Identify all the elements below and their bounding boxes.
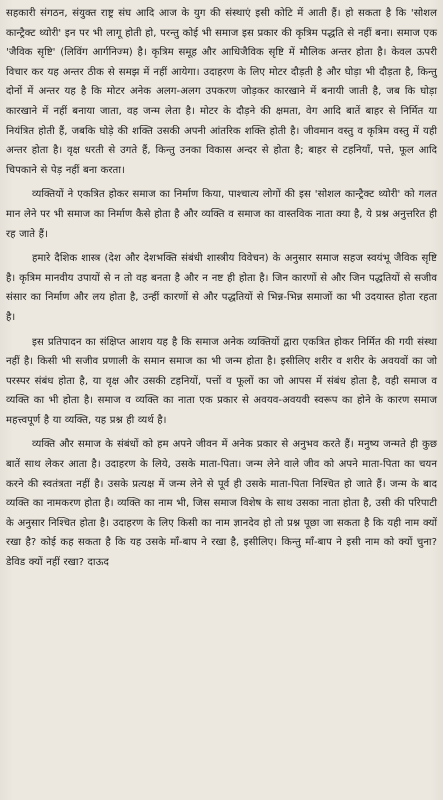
paragraph-5 xyxy=(6,435,437,572)
paragraph-5-text: व्यक्ति और समाज के संबंधों को हम अपने जीवन में अनेक प्रकार से अनुभव करते हैं। मनुष्य जन्मते ही कुछ बातें साथ लेकर आता है। उदाहरण के लिये, उसके माता-पिता। जन्म लेने वाले जीव को अपने माता-पिता का चयन करने की स्वतंत्रता नहीं है। उसके प्रत्यक्ष में जन्म लेने से पूर्व ही उसके माता-पिता निश्चित हो जाते हैं। जन्म के बाद व्यक्ति का नामकरण होता है। व्यक्ति का नाम भी, जिस समाज विशेष के साथ उसका नाता होता है, उसी की परिपाटी के अनुसार निश्चित होता है। उदाहरण के लिए किसी का नाम ज्ञानदेव हो तो प्रश्न पूछा जा सकता है कि यही नाम क्यों रखा है? कोई कह सकता है कि यह उसके माँ-बाप ने रखा है, इसीलिए। किन्तु माँ-बाप ने इसी नाम को क्यों चुना? डेविड क्यों नहीं रखा? दाऊद xyxy=(6,439,437,569)
paragraph-4-text: इस प्रतिपादन का संक्षिप्त आशय यह है कि समाज अनेक व्यक्तियों द्वारा एकत्रित होकर निर्मित की गयी संस्था नहीं है। किसी भी सजीव प्रणाली के समान समाज का भी जन्म होता है। इसीलिए शरीर व शरीर के अवयवों का जो परस्पर संबंध होता है, या वृक्ष और उसकी टहनियों, पत्तों व फूलों का जो आपस में संबंध होता है, वही समाज व व्यक्ति का भी होता है। समाज व व्यक्ति का नाता एक प्रकार से अवयव-अवयवी स्वरूप का होने के कारण समाज महत्त्वपूर्ण है या व्यक्ति, यह प्रश्न ही व्यर्थ है। xyxy=(6,336,437,426)
paragraph-1-text: सहकारी संगठन, संयुक्त राष्ट्र संघ आदि आज के युग की संस्थाएं इसी कोटि में आती हैं। हो सकता है कि 'सोशल कान्ट्रैक्ट थ्योरी' इन पर भी लागू होती हो, परन्तु कोई भी समाज इस प्रकार की कृत्रिम पद्धति से नहीं बना। समाज एक 'जैविक सृष्टि' (लिविंग आर्गनिज्म) है। कृत्रिम समूह और आधिजैविक सृष्टि में मौलिक अन्तर होता है। केवल ऊपरी विचार कर यह अन्तर ठीक से समझ में नहीं आयेगा। उदाहरण के लिए मोटर दौड़ती है और घोड़ा भी दौड़ता है, किन्तु दोनों में अन्तर यह है कि मोटर अनेक अलग-अलग उपकरण जोड़कर कारखाने में बनायी जाती है, जब कि घोड़ा कारखाने में नहीं बनाया जाता, वह जन्म लेता है। मोटर के दौड़ने की क्षमता, वेग आदि बातें बाहर से निर्मित या नियंत्रित होती हैं, जबकि घोड़े की शक्ति उसकी अपनी आंतरिक शक्ति होती है। जीवमान वस्तु व कृत्रिम वस्तु में यही अन्तर होता है। वृक्ष धरती से उगते हैं, किन्तु उनका विकास अन्दर से होता है; बाहर से टहनियाँ, पत्ते, फूल आदि चिपकाने से पेड़ नहीं बना करता। xyxy=(6,8,437,176)
paragraph-1 xyxy=(6,4,437,180)
paragraph-2 xyxy=(6,185,437,244)
paragraph-2-text: व्यक्तियों ने एकत्रित होकर समाज का निर्माण किया, पाश्चात्य लोगों की इस 'सोशल कान्ट्रैक्ट थ्योरी' को गलत मान लेने पर भी समाज का निर्माण कैसे होता है और व्यक्ति व समाज का वास्तविक नाता क्या है, ये प्रश्न अनुत्तरित ही रह जाते हैं। xyxy=(6,189,437,240)
paragraph-3 xyxy=(6,249,437,327)
paragraph-4 xyxy=(6,333,437,431)
paragraph-3-text: हमारे दैशिक शास्त्र (देश और देशभक्ति संबंधी शास्त्रीय विवेचन) के अनुसार समाज सहज स्वयंभू जैविक सृष्टि है। कृत्रिम मानवीय उपायों से न तो वह बनता है और न नष्ट ही होता है। जिन कारणों से और जिन पद्धतियों से सजीव संसार का निर्माण और लय होता है, उन्हीं कारणों से और पद्धतियों से भिन्न-भिन्न समाजों का भी उदयास्त होता रहता है। xyxy=(6,253,437,323)
